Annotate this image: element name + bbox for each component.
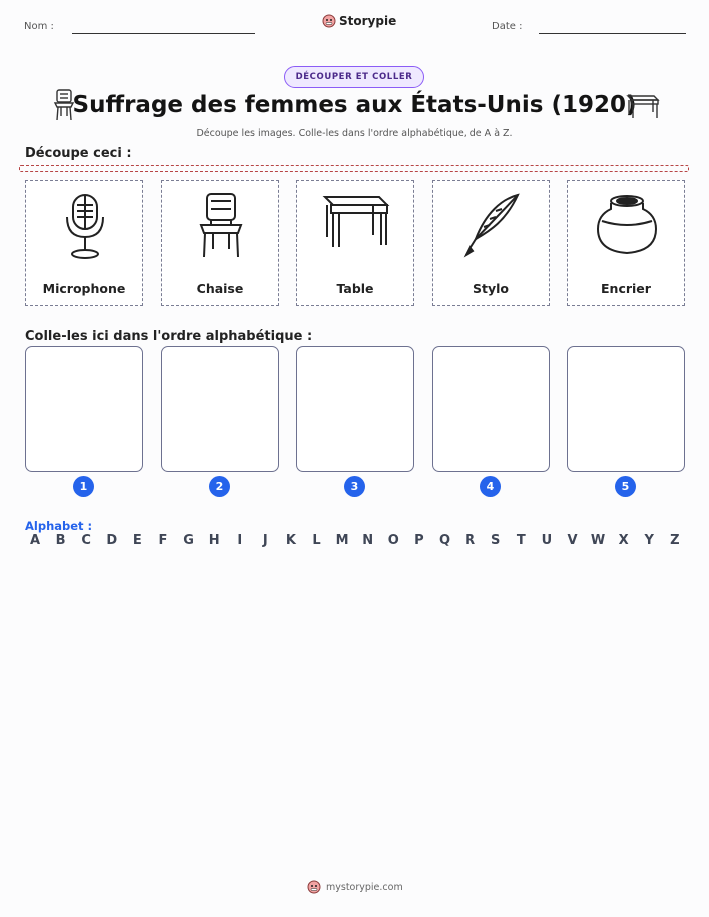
cut-card-label: Chaise [196,281,244,296]
brand-name: Storypie [339,14,397,28]
alphabet-letter: E [132,533,142,548]
alphabet-letter: C [81,533,91,548]
cut-dashed-line [19,165,689,172]
alphabet-letter: W [590,533,606,548]
cut-card-encrier[interactable] [567,180,685,306]
slot-number-5: 5 [615,476,636,497]
date-label: Date : [492,21,523,32]
alphabet-letter: V [567,533,578,548]
alphabet-letter: B [55,533,66,548]
alphabet-letter: X [618,533,629,548]
alphabet-letter: I [237,533,243,548]
name-line [72,33,255,34]
slot-number-2: 2 [209,476,230,497]
cut-card-stylo[interactable] [432,180,550,306]
alphabet-letter: Z [670,533,680,548]
cut-card-chaise[interactable] [161,180,279,306]
alphabet-label: Alphabet : [25,519,93,533]
alphabet-letter: J [262,533,268,548]
paste-box-1[interactable] [25,346,143,472]
cut-card-label: Stylo [473,281,509,296]
alphabet-letter: A [29,533,41,548]
paste-box-4[interactable] [432,346,550,472]
alphabet-letter: N [362,533,374,548]
alphabet-letter: O [387,533,399,548]
alphabet-letter: R [465,533,476,548]
paste-box-3[interactable] [296,346,414,472]
storypie-logo-icon [307,880,321,894]
alphabet-letter: K [285,533,296,548]
quill-pen-icon [462,191,524,261]
alphabet-letter: P [414,533,424,548]
paste-box-5[interactable] [567,346,685,472]
alphabet-letter: T [516,533,526,548]
alphabet-letter: G [183,533,194,548]
cut-card-microphone[interactable] [25,180,143,306]
slot-number-3: 3 [344,476,365,497]
alphabet-letter: S [491,533,501,548]
cut-card-label: Encrier [601,281,651,296]
date-line [539,33,686,34]
table-decoration-icon [626,92,660,120]
alphabet-letter: M [335,533,349,548]
microphone-icon [55,191,115,261]
cut-section-label: Découpe ceci : [25,146,132,161]
page-title: Suffrage des femmes aux États-Unis (1920) [72,92,637,118]
alphabet-letter: D [106,533,118,548]
slot-number-4: 4 [480,476,501,497]
alphabet-letter: F [158,533,168,548]
footer [307,880,403,894]
inkwell-icon [594,191,660,261]
alphabet-letter: H [208,533,220,548]
slot-number-1: 1 [73,476,94,497]
paste-section-label: Colle-les ici dans l'ordre alphabétique : [25,329,313,344]
instructions: Découpe les images. Colle-les dans l'ordre alphabétique, de A à Z. [196,128,513,139]
brand-logo [322,14,396,28]
storypie-logo-icon [322,14,336,28]
alphabet-letter: Q [438,533,451,548]
cut-card-table[interactable] [296,180,414,306]
footer-site-link[interactable]: mystorypie.com [326,881,403,893]
activity-badge: DÉCOUPER ET COLLER [284,66,424,88]
alphabet-letter: L [312,533,321,548]
cut-card-label: Microphone [42,281,126,296]
alphabet-letter: Y [644,533,654,548]
table-icon [321,191,391,261]
paste-box-2[interactable] [161,346,279,472]
alphabet-letter: U [541,533,553,548]
name-label: Nom : [24,21,54,32]
cut-card-label: Table [336,281,374,296]
alphabet-row [25,533,685,548]
chair-icon [191,191,251,261]
